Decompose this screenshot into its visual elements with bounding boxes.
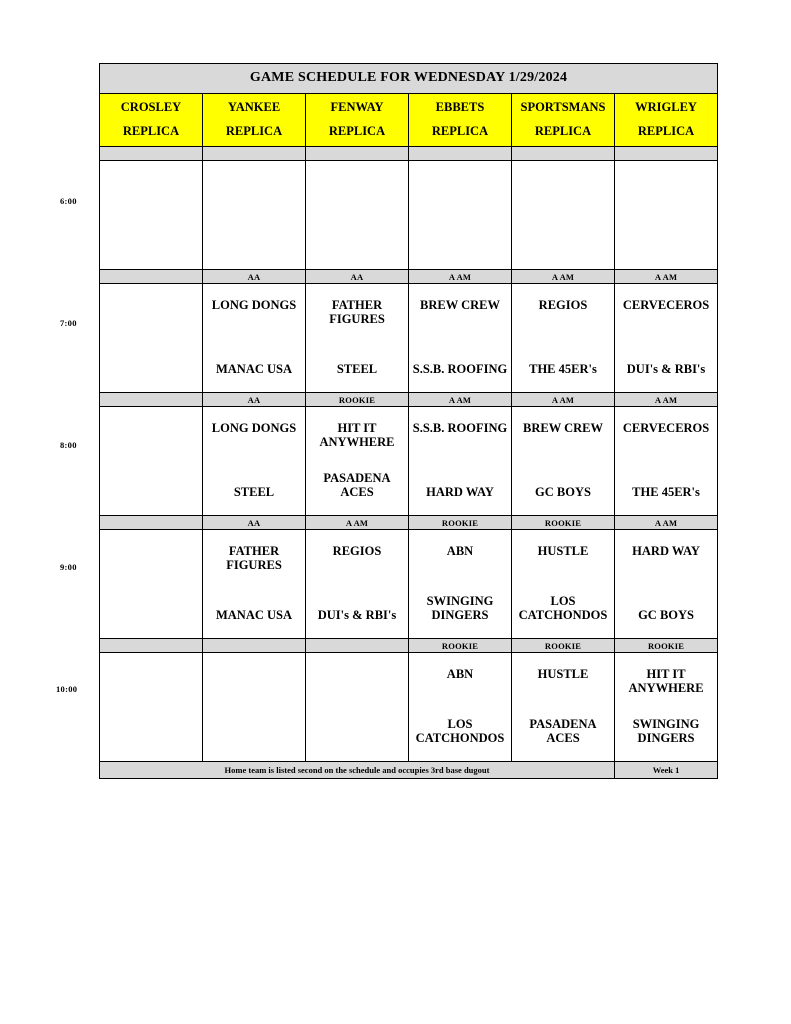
game-cell <box>203 530 306 639</box>
division-label <box>409 147 512 161</box>
away-team: FATHER FIGURES <box>226 544 282 572</box>
division-label <box>512 147 615 161</box>
game-cell <box>203 284 306 393</box>
time-label-8: 8:00 <box>60 440 77 450</box>
division-label <box>100 270 203 284</box>
division-label <box>615 147 718 161</box>
game-cell <box>306 407 409 516</box>
division-label: A AM <box>409 393 512 407</box>
time-label-10: 10:00 <box>56 684 78 694</box>
division-label: ROOKIE <box>615 639 718 653</box>
field-name-line2: REPLICA <box>534 124 592 138</box>
field-name-line1: EBBETS <box>435 100 485 115</box>
home-team: STEEL <box>233 485 275 499</box>
game-cell <box>512 161 615 270</box>
field-header-wrigley <box>615 94 718 147</box>
field-header-crosley <box>100 94 203 147</box>
home-team: LOS CATCHONDOS <box>518 594 608 622</box>
division-label <box>100 393 203 407</box>
game-cell <box>409 530 512 639</box>
field-header-yankee <box>203 94 306 147</box>
home-team: SWINGING DINGERS <box>632 717 700 745</box>
division-label <box>203 147 306 161</box>
division-label: AA <box>306 270 409 284</box>
game-cell <box>615 284 718 393</box>
game-cell <box>512 530 615 639</box>
home-team: S.S.B. ROOFING <box>412 362 508 376</box>
division-label: AA <box>203 270 306 284</box>
game-row-8 <box>100 407 718 516</box>
game-cell <box>306 161 409 270</box>
division-label <box>100 639 203 653</box>
home-team: PASADENA ACES <box>529 717 597 745</box>
footer-note: Home team is listed second on the schedule and occupies 3rd base dugout <box>100 762 615 779</box>
away-team: FATHER FIGURES <box>329 298 385 326</box>
game-cell <box>615 161 718 270</box>
field-name-line2: REPLICA <box>328 124 386 138</box>
game-cell <box>306 284 409 393</box>
game-cell <box>615 530 718 639</box>
game-cell <box>100 284 203 393</box>
division-row-8 <box>100 393 718 407</box>
field-name-line1: SPORTSMANS <box>520 100 606 115</box>
game-cell <box>615 653 718 762</box>
field-name-line1: CROSLEY <box>120 100 182 115</box>
division-label: A AM <box>615 270 718 284</box>
field-name-line2: REPLICA <box>225 124 283 138</box>
schedule-footer-row <box>100 762 718 779</box>
away-team: CERVECEROS <box>622 421 710 435</box>
game-schedule-table <box>99 63 718 779</box>
game-cell <box>409 284 512 393</box>
division-label: A AM <box>512 393 615 407</box>
game-cell <box>409 161 512 270</box>
division-row-7 <box>100 270 718 284</box>
away-team: BREW CREW <box>523 421 603 435</box>
division-label: ROOKIE <box>512 516 615 530</box>
away-team: CERVECEROS <box>622 298 710 312</box>
away-team: LONG DONGS <box>211 298 297 312</box>
home-team: GC BOYS <box>638 608 694 622</box>
home-team: DUI's & RBI's <box>626 362 706 376</box>
division-label: AA <box>203 516 306 530</box>
home-team: PASADENA ACES <box>323 471 391 499</box>
division-row-10 <box>100 639 718 653</box>
away-team: HUSTLE <box>537 667 589 681</box>
field-header-sportsmans <box>512 94 615 147</box>
away-team: HUSTLE <box>537 544 589 558</box>
home-team: SWINGING DINGERS <box>426 594 494 622</box>
division-label <box>100 147 203 161</box>
away-team: S.S.B. ROOFING <box>412 421 508 435</box>
division-label: A AM <box>615 516 718 530</box>
game-row-9 <box>100 530 718 639</box>
game-cell <box>306 530 409 639</box>
home-team: THE 45ER's <box>529 362 597 376</box>
field-name-line1: FENWAY <box>330 100 384 115</box>
game-cell <box>100 407 203 516</box>
field-name-line2: REPLICA <box>637 124 695 138</box>
game-row-7 <box>100 284 718 393</box>
division-label: ROOKIE <box>409 639 512 653</box>
game-cell <box>512 407 615 516</box>
division-row-6 <box>100 147 718 161</box>
division-label: A AM <box>409 270 512 284</box>
division-label: ROOKIE <box>512 639 615 653</box>
game-cell <box>100 530 203 639</box>
division-label: ROOKIE <box>409 516 512 530</box>
time-label-6: 6:00 <box>60 196 77 206</box>
division-label: A AM <box>512 270 615 284</box>
home-team: LOS CATCHONDOS <box>415 717 505 745</box>
footer-week: Week 1 <box>615 762 718 779</box>
game-cell <box>203 407 306 516</box>
away-team: LONG DONGS <box>211 421 297 435</box>
home-team: STEEL <box>336 362 378 376</box>
division-label <box>306 639 409 653</box>
game-cell <box>100 653 203 762</box>
division-label <box>100 516 203 530</box>
game-cell <box>615 407 718 516</box>
home-team: GC BOYS <box>535 485 591 499</box>
home-team: MANAC USA <box>215 362 293 376</box>
away-team: BREW CREW <box>420 298 500 312</box>
away-team: HIT IT ANYWHERE <box>319 421 395 449</box>
game-cell <box>409 653 512 762</box>
home-team: THE 45ER's <box>632 485 700 499</box>
away-team: ABN <box>446 667 474 681</box>
page-title: GAME SCHEDULE FOR WEDNESDAY 1/29/2024 <box>100 64 718 94</box>
field-name-line2: REPLICA <box>431 124 489 138</box>
time-label-7: 7:00 <box>60 318 77 328</box>
field-name-line2: REPLICA <box>122 124 180 138</box>
field-name-line1: YANKEE <box>227 100 281 115</box>
division-label: AA <box>203 393 306 407</box>
division-label: A AM <box>615 393 718 407</box>
home-team: DUI's & RBI's <box>317 608 397 622</box>
game-cell <box>203 161 306 270</box>
division-label <box>306 147 409 161</box>
game-row-10 <box>100 653 718 762</box>
game-cell <box>512 653 615 762</box>
schedule-title-row <box>100 64 718 94</box>
division-label: A AM <box>306 516 409 530</box>
away-team: ABN <box>446 544 474 558</box>
game-cell <box>512 284 615 393</box>
away-team: HIT IT ANYWHERE <box>628 667 704 695</box>
division-label <box>203 639 306 653</box>
away-team: REGIOS <box>538 298 588 312</box>
game-cell <box>203 653 306 762</box>
game-cell <box>409 407 512 516</box>
game-row-6 <box>100 161 718 270</box>
game-cell <box>306 653 409 762</box>
game-cell <box>100 161 203 270</box>
field-header-fenway <box>306 94 409 147</box>
field-header-ebbets <box>409 94 512 147</box>
home-team: HARD WAY <box>426 485 494 499</box>
field-name-line1: WRIGLEY <box>635 100 697 115</box>
division-label: ROOKIE <box>306 393 409 407</box>
field-header-row <box>100 94 718 147</box>
away-team: HARD WAY <box>632 544 700 558</box>
time-label-9: 9:00 <box>60 562 77 572</box>
home-team: MANAC USA <box>215 608 293 622</box>
schedule-table-wrapper <box>99 63 717 779</box>
away-team: REGIOS <box>332 544 382 558</box>
division-row-9 <box>100 516 718 530</box>
